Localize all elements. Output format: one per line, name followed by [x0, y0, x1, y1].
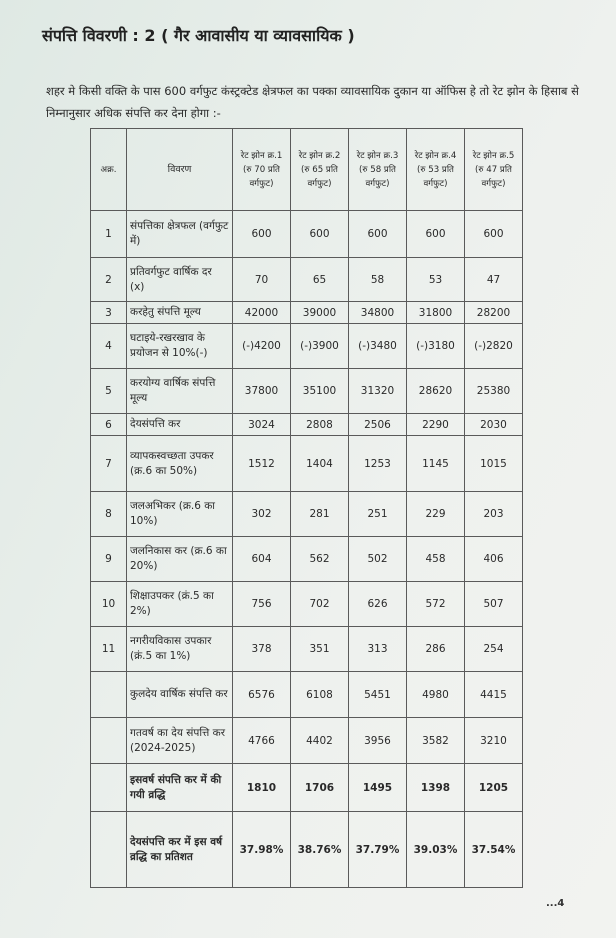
description-cell: देयसंपत्ति कर [127, 414, 233, 436]
serial-cell: 4 [91, 324, 127, 369]
zone-4-value-cell: 286 [407, 627, 465, 672]
serial-cell: 5 [91, 369, 127, 414]
property-tax-table [90, 128, 523, 888]
zone-1-header: रेट झोन क्र.1 (रु 70 प्रति वर्गफुट) [233, 129, 291, 211]
serial-cell [91, 672, 127, 718]
zone-1-value-cell: 37800 [233, 369, 291, 414]
table-row [91, 718, 523, 764]
description-cell: इसवर्ष संपत्ति कर में की गयी व्रद्धि [127, 764, 233, 812]
zone-3-value-cell: 1495 [349, 764, 407, 812]
serial-cell: 8 [91, 492, 127, 537]
zone-3-header: रेट झोन क्र.3 (रु 58 प्रति वर्गफुट) [349, 129, 407, 211]
zone-4-value-cell: 31800 [407, 302, 465, 324]
zone-3-value-cell: 5451 [349, 672, 407, 718]
table-row [91, 537, 523, 582]
zone-5-value-cell: 1205 [465, 764, 523, 812]
zone-3-value-cell: 58 [349, 258, 407, 302]
serial-cell: 6 [91, 414, 127, 436]
page-heading: संपत्ति विवरणी : 2 ( गैर आवासीय या व्यावसायिक ) [42, 26, 355, 45]
zone-2-value-cell: 281 [291, 492, 349, 537]
zone-2-value-cell: 35100 [291, 369, 349, 414]
zone-4-header: रेट झोन क्र.4 (रु 53 प्रति वर्गफुट) [407, 129, 465, 211]
zone-3-value-cell: 600 [349, 211, 407, 258]
zone-5-value-cell: 507 [465, 582, 523, 627]
serial-cell: 1 [91, 211, 127, 258]
intro-paragraph: शहर मे किसी वक्ति के पास 600 वर्गफुट कंस्ट्रक्टेड क्षेत्रफल का पक्का व्यावसायिक दुकान या ऑफिस हे तो रेट झोन के हिसाब से निम्नानुसार अधिक संपत्ति कर देना होगा :- [46, 84, 579, 120]
description-cell: संपत्तिका क्षेत्रफल (वर्गफुट में) [127, 211, 233, 258]
zone-3-value-cell: 2506 [349, 414, 407, 436]
zone-4-value-cell: 3582 [407, 718, 465, 764]
zone-4-value-cell: (-)3180 [407, 324, 465, 369]
zone-4-value-cell: 1398 [407, 764, 465, 812]
serial-cell [91, 764, 127, 812]
zone-1-value-cell: 378 [233, 627, 291, 672]
zone-1-value-cell: 3024 [233, 414, 291, 436]
table-row [91, 369, 523, 414]
zone-3-value-cell: 31320 [349, 369, 407, 414]
zone-2-value-cell: 38.76% [291, 812, 349, 888]
zone-2-value-cell: 39000 [291, 302, 349, 324]
table-row [91, 672, 523, 718]
zone-5-value-cell: 1015 [465, 436, 523, 492]
zone-4-value-cell: 600 [407, 211, 465, 258]
zone-2-value-cell: 2808 [291, 414, 349, 436]
table-row [91, 627, 523, 672]
zone-1-value-cell: (-)4200 [233, 324, 291, 369]
zone-5-value-cell: 37.54% [465, 812, 523, 888]
table-row [91, 812, 523, 888]
description-cell: करहेतु संपत्ति मूल्य [127, 302, 233, 324]
zone-5-value-cell: 203 [465, 492, 523, 537]
table-row [91, 582, 523, 627]
zone-1-value-cell: 6576 [233, 672, 291, 718]
zone-2-value-cell: 562 [291, 537, 349, 582]
zone-1-value-cell: 604 [233, 537, 291, 582]
description-cell: प्रतिवर्गफुट वार्षिक दर (x) [127, 258, 233, 302]
zone-4-value-cell: 39.03% [407, 812, 465, 888]
zone-1-value-cell: 42000 [233, 302, 291, 324]
zone-4-value-cell: 53 [407, 258, 465, 302]
serial-cell: 10 [91, 582, 127, 627]
zone-5-value-cell: 47 [465, 258, 523, 302]
serial-cell: 9 [91, 537, 127, 582]
zone-2-header: रेट झोन क्र.2 (रु 65 प्रति वर्गफुट) [291, 129, 349, 211]
serial-cell: 7 [91, 436, 127, 492]
zone-4-value-cell: 2290 [407, 414, 465, 436]
zone-5-header: रेट झोन क्र.5 (रु 47 प्रति वर्गफुट) [465, 129, 523, 211]
zone-2-value-cell: 1706 [291, 764, 349, 812]
zone-3-value-cell: 34800 [349, 302, 407, 324]
zone-1-value-cell: 4766 [233, 718, 291, 764]
zone-3-value-cell: 37.79% [349, 812, 407, 888]
zone-2-value-cell: 4402 [291, 718, 349, 764]
table-row [91, 302, 523, 324]
zone-3-value-cell: 313 [349, 627, 407, 672]
table-row [91, 764, 523, 812]
zone-2-value-cell: 6108 [291, 672, 349, 718]
zone-1-value-cell: 600 [233, 211, 291, 258]
zone-2-value-cell: 351 [291, 627, 349, 672]
zone-1-value-cell: 1810 [233, 764, 291, 812]
table-row [91, 414, 523, 436]
serial-cell [91, 812, 127, 888]
description-cell: घटाइये-रखरखाव के प्रयोजन से 10%(-) [127, 324, 233, 369]
zone-2-value-cell: 65 [291, 258, 349, 302]
zone-5-value-cell: 254 [465, 627, 523, 672]
zone-1-value-cell: 37.98% [233, 812, 291, 888]
zone-3-value-cell: 626 [349, 582, 407, 627]
zone-4-value-cell: 458 [407, 537, 465, 582]
zone-4-value-cell: 1145 [407, 436, 465, 492]
zone-2-value-cell: 702 [291, 582, 349, 627]
zone-5-value-cell: 2030 [465, 414, 523, 436]
zone-1-value-cell: 70 [233, 258, 291, 302]
serial-cell [91, 718, 127, 764]
zone-3-value-cell: 1253 [349, 436, 407, 492]
description-cell: व्यापकस्वच्छता उपकर (क्र.6 का 50%) [127, 436, 233, 492]
description-cell: शिक्षाउपकर (क्रं.5 का 2%) [127, 582, 233, 627]
description-cell: नगरीयविकास उपकार (क्रं.5 का 1%) [127, 627, 233, 672]
table-header-row [91, 129, 523, 211]
zone-5-value-cell: 28200 [465, 302, 523, 324]
zone-5-value-cell: 406 [465, 537, 523, 582]
description-cell: जलअभिकर (क्र.6 का 10%) [127, 492, 233, 537]
zone-5-value-cell: 25380 [465, 369, 523, 414]
table-row [91, 211, 523, 258]
description-cell: करयोग्य वार्षिक संपत्ति मूल्य [127, 369, 233, 414]
zone-2-value-cell: 600 [291, 211, 349, 258]
serial-cell: 2 [91, 258, 127, 302]
table-row [91, 258, 523, 302]
description-cell: गतवर्ष का देय संपत्ति कर (2024-2025) [127, 718, 233, 764]
zone-5-value-cell: (-)2820 [465, 324, 523, 369]
description-cell: जलनिकास कर (क्र.6 का 20%) [127, 537, 233, 582]
table-row [91, 492, 523, 537]
serial-cell: 11 [91, 627, 127, 672]
zone-5-value-cell: 3210 [465, 718, 523, 764]
serial-header: अक्र. [91, 129, 127, 211]
zone-1-value-cell: 756 [233, 582, 291, 627]
zone-3-value-cell: 3956 [349, 718, 407, 764]
zone-4-value-cell: 229 [407, 492, 465, 537]
description-cell: कुलदेय वार्षिक संपत्ति कर [127, 672, 233, 718]
serial-cell: 3 [91, 302, 127, 324]
zone-2-value-cell: (-)3900 [291, 324, 349, 369]
zone-4-value-cell: 572 [407, 582, 465, 627]
description-cell: देयसंपत्ति कर में इस वर्ष व्रद्धि का प्रतिशत [127, 812, 233, 888]
description-header: विवरण [127, 129, 233, 211]
table-row [91, 324, 523, 369]
zone-3-value-cell: 502 [349, 537, 407, 582]
zone-5-value-cell: 600 [465, 211, 523, 258]
zone-2-value-cell: 1404 [291, 436, 349, 492]
zone-4-value-cell: 28620 [407, 369, 465, 414]
zone-3-value-cell: 251 [349, 492, 407, 537]
zone-4-value-cell: 4980 [407, 672, 465, 718]
zone-3-value-cell: (-)3480 [349, 324, 407, 369]
table-row [91, 436, 523, 492]
zone-1-value-cell: 1512 [233, 436, 291, 492]
zone-5-value-cell: 4415 [465, 672, 523, 718]
zone-1-value-cell: 302 [233, 492, 291, 537]
page-number: ...4 [546, 898, 565, 909]
